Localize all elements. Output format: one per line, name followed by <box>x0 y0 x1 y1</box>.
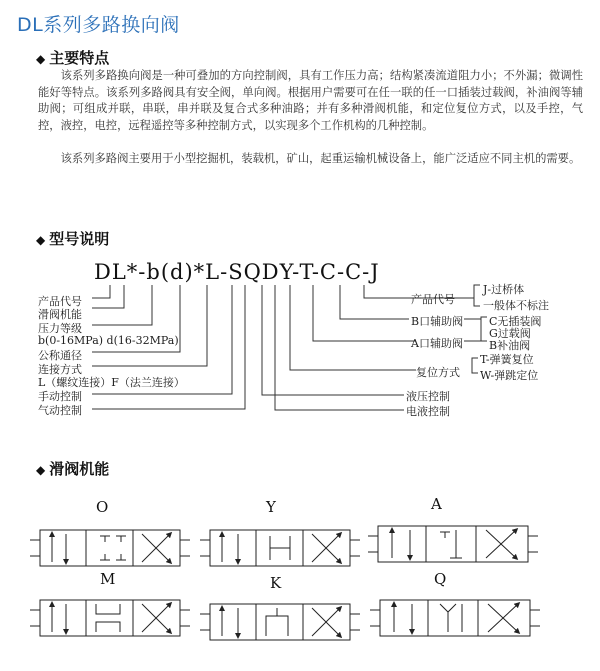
label-pressure-grade: 压力等级 <box>38 322 82 335</box>
label-product-code: 产品代号 <box>38 295 82 308</box>
label-pressure-options: b(0-16MPa) d(16-32MPa) <box>38 334 179 347</box>
model-heading-text: 型号说明 <box>49 230 110 248</box>
label-hydraulic-control: 液压控制 <box>406 390 450 403</box>
label-c-none: C无插装阀 <box>489 315 542 328</box>
label-j-bridge: J-过桥体 <box>483 283 525 296</box>
label-connection-options: L（螺纹连接）F（法兰连接） <box>38 376 185 389</box>
valve-symbol-k <box>200 604 360 640</box>
label-reset-detent: W-弹跳定位 <box>480 369 539 382</box>
valve-symbol-y <box>200 530 360 566</box>
valve-label-k: K <box>270 574 282 592</box>
diamond-bullet-icon: ◆ <box>36 233 46 247</box>
label-b-makeup: B补油阀 <box>489 339 531 352</box>
features-paragraph-2: 该系列多路阀主要用于小型挖掘机，装载机，矿山，起重运输机械设备上，能广泛适应不同主机的需要。 <box>60 152 581 165</box>
label-manual-control: 手动控制 <box>38 390 82 403</box>
valve-symbols <box>0 482 600 667</box>
label-reset-spring: T-弹簧复位 <box>480 353 534 366</box>
valve-symbol-o <box>30 530 190 566</box>
valve-heading-text: 滑阀机能 <box>49 460 110 478</box>
label-spool-function: 滑阀机能 <box>38 308 82 321</box>
page-title: DL系列多路换向阀 <box>17 14 180 36</box>
valve-symbol-a <box>368 526 538 562</box>
valve-label-q: Q <box>434 570 447 588</box>
valve-label-a: A <box>431 495 442 513</box>
valve-label-o: O <box>96 498 109 516</box>
features-paragraph-1: 该系列多路换向阀是一种可叠加的方向控制阀，具有工作压力高；结构紧凑流道阻力小；不外漏；微调性能好等特点。该系列多路阀具有安全阀，单向阀。根据用户需要可在任一联的任一口插装过载阀，补油阀等辅助阀；可组成并联，串联，串并联及复合式多种油路；并有多种滑阀机能，和定位复位方式，以及手控，气控，液控，电控，远程遥控等多种控制方式，以实现多个工作机构的几种控制。 <box>38 69 583 132</box>
diamond-bullet-icon: ◆ <box>36 52 46 66</box>
valve-symbol-m <box>30 600 190 636</box>
label-g-overload: G过载阀 <box>489 327 531 340</box>
label-connection: 连接方式 <box>38 363 82 376</box>
valve-heading <box>36 458 109 479</box>
diamond-bullet-icon: ◆ <box>36 463 46 477</box>
valve-label-m: M <box>100 570 116 588</box>
features-heading-text: 主要特点 <box>49 49 110 67</box>
label-electrohydraulic-control: 电液控制 <box>406 405 450 418</box>
valve-symbol-q <box>370 600 540 636</box>
label-pneumatic-control: 气动控制 <box>38 404 82 417</box>
label-b-aux-valve: B口辅助阀 <box>411 315 464 328</box>
label-j-normal: 一般体不标注 <box>483 299 549 312</box>
features-heading <box>36 47 109 68</box>
label-a-aux-valve: A口辅助阀 <box>411 337 463 350</box>
label-nominal-diameter: 公称通径 <box>38 349 82 362</box>
label-reset-mode: 复位方式 <box>416 366 460 379</box>
model-code: DL*-b(d)*L-SQDY-T-C-C-J <box>94 260 380 284</box>
label-product-code-right: 产品代号 <box>411 293 455 306</box>
model-heading <box>36 228 109 249</box>
valve-label-y: Y <box>266 498 276 516</box>
